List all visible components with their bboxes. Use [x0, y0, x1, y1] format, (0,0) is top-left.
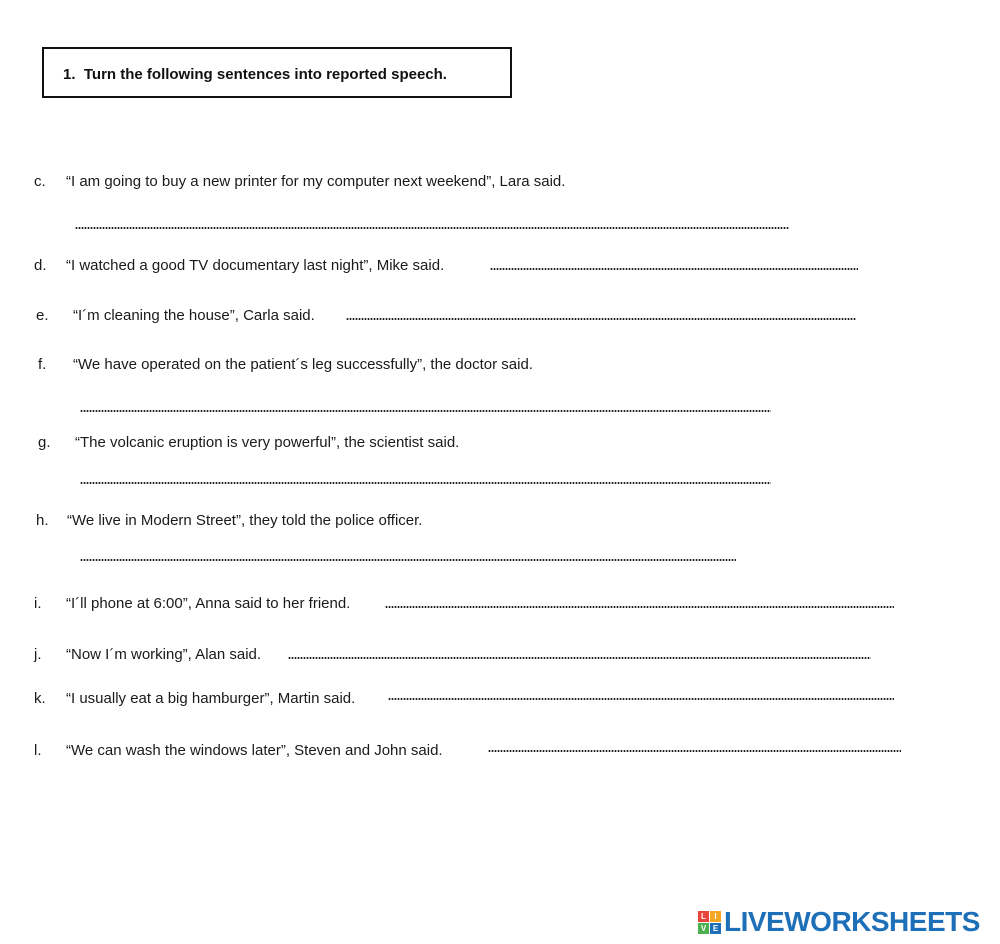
answer-input-d[interactable]	[490, 250, 862, 270]
item-sentence: “I´m cleaning the house”, Carla said.	[73, 307, 315, 324]
item-sentence: “Now I´m working”, Alan said.	[66, 646, 262, 663]
answer-input-k[interactable]	[388, 680, 898, 700]
answer-input-g[interactable]	[80, 463, 775, 483]
item-letter: d.	[34, 257, 47, 274]
liveworksheets-logo	[698, 908, 994, 936]
item-sentence: “We have operated on the patient´s leg successfully”, the doctor said.	[73, 356, 533, 373]
item-letter: j.	[34, 646, 42, 663]
instruction-title: 1. Turn the following sentences into reported speech.	[63, 66, 447, 83]
item-sentence: “I usually eat a big hamburger”, Martin said.	[66, 690, 356, 707]
logo-cell-l: L	[698, 911, 709, 922]
answer-input-h[interactable]	[80, 540, 740, 560]
liveworksheets-logo-text: LIVEWORKSHEETS	[724, 906, 980, 937]
liveworksheets-logo-icon	[698, 911, 722, 935]
answer-input-e[interactable]	[346, 300, 860, 320]
answer-input-l[interactable]	[488, 732, 905, 752]
item-sentence: “I am going to buy a new printer for my computer next weekend”, Lara said.	[66, 173, 566, 190]
answer-input-c[interactable]	[75, 208, 793, 228]
logo-cell-v: V	[698, 923, 709, 934]
answer-input-f[interactable]	[80, 391, 775, 411]
item-letter: f.	[38, 356, 47, 373]
item-letter: e.	[36, 307, 49, 324]
answer-input-i[interactable]	[385, 588, 898, 608]
item-sentence: “I´ll phone at 6:00”, Anna said to her friend.	[66, 595, 351, 612]
item-letter: l.	[34, 742, 42, 759]
item-letter: c.	[34, 173, 46, 190]
item-sentence: “We live in Modern Street”, they told the police officer.	[67, 512, 423, 529]
logo-cell-e: E	[710, 923, 721, 934]
logo-cell-i: I	[710, 911, 721, 922]
item-sentence: “I watched a good TV documentary last night”, Mike said.	[66, 257, 445, 274]
item-sentence: “We can wash the windows later”, Steven and John said.	[66, 742, 443, 759]
item-letter: h.	[36, 512, 49, 529]
item-letter: k.	[34, 690, 46, 707]
instruction-box	[42, 47, 512, 98]
answer-input-j[interactable]	[288, 639, 875, 659]
item-letter: i.	[34, 595, 42, 612]
item-sentence: “The volcanic eruption is very powerful”, the scientist said.	[75, 434, 460, 451]
item-letter: g.	[38, 434, 51, 451]
